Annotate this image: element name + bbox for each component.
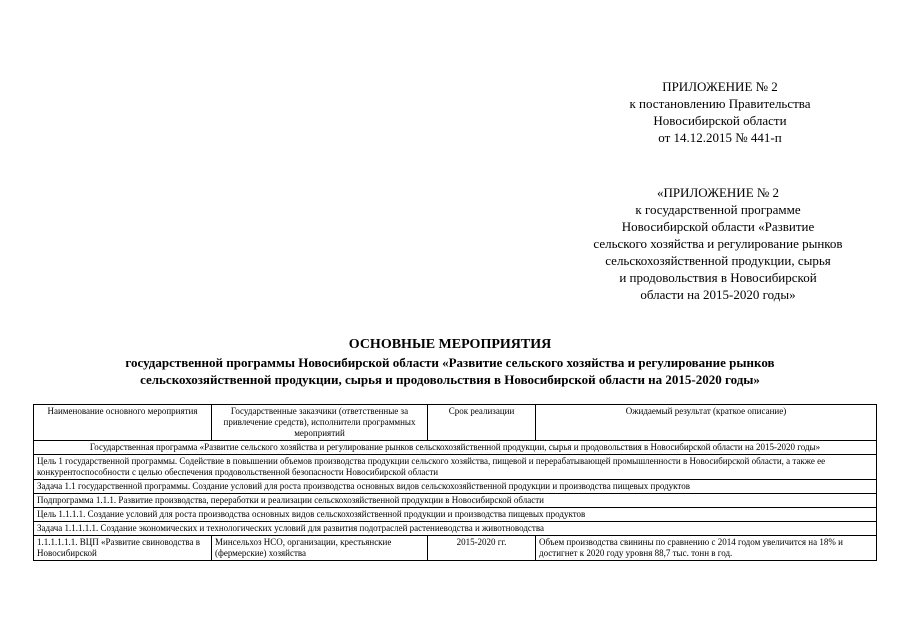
- appendix-line: ПРИЛОЖЕНИЕ № 2: [662, 79, 778, 94]
- appendix-line: Новосибирской области «Развитие: [621, 219, 815, 234]
- appendix-line: сельского хозяйства и регулирование рынков: [593, 236, 843, 251]
- appendix-line: «ПРИЛОЖЕНИЕ № 2: [656, 185, 780, 200]
- table-section-cell: Подпрограмма 1.1.1. Развитие производства, переработки и реализации сельскохозяйственной продукции в Новосибирской области: [34, 494, 877, 508]
- table-row: [34, 536, 877, 561]
- title-subtitle-line: сельскохозяйственной продукции, сырья и продовольствия в Новосибирской области на 2015-2020 годы»: [140, 372, 760, 387]
- appendix-line: к постановлению Правительства: [629, 96, 811, 111]
- appendix-line: и продовольствия в Новосибирской: [619, 270, 817, 285]
- table-row: [34, 522, 877, 536]
- table-cell: 1.1.1.1.1.1. ВЦП «Развитие свиноводства в Новосибирской: [34, 536, 212, 561]
- table-row: [34, 508, 877, 522]
- appendix-line: сельскохозяйственной продукции, сырья: [605, 253, 831, 268]
- table-cell: Минсельхоз НСО, организации, крестьянские (фермерские) хозяйства: [212, 536, 428, 561]
- table-row: [34, 480, 877, 494]
- table-section-cell: Государственная программа «Развитие сельского хозяйства и регулирование рынков сельскохозяйственной продукции, сырья и продовольствия в Новосибирской области на 2015-2020 годы»: [34, 441, 877, 455]
- appendix-line: Новосибирской области: [653, 113, 787, 128]
- table-section-cell: Цель 1 государственной программы. Содействие в повышении объемов производства продукции сельского хозяйства, пищевой и перерабатывающей промышленности в Новосибирской области, а также ее конкурентоспособности с целью обеспечения продовольственной безопасности Новосибирской области: [34, 455, 877, 480]
- table-row: [34, 441, 877, 455]
- table-section-cell: Задача 1.1.1.1.1. Создание экономических и технологических условий для развития подотраслей растениеводства и животноводства: [34, 522, 877, 536]
- table-row: [34, 455, 877, 480]
- table-row: [34, 494, 877, 508]
- table-section-cell: Цель 1.1.1.1. Создание условий для роста производства основных видов сельскохозяйственной продукции и производства пищевых продуктов: [34, 508, 877, 522]
- table-header-row: [34, 405, 877, 441]
- appendix-line: к государственной программе: [635, 202, 801, 217]
- appendix-line: области на 2015-2020 годы»: [640, 287, 796, 302]
- table-header-cell: Наименование основного мероприятия: [34, 405, 212, 441]
- title-main: ОСНОВНЫЕ МЕРОПРИЯТИЯ: [348, 337, 552, 352]
- measures-table: [33, 404, 877, 561]
- table-cell: 2015-2020 гг.: [428, 536, 536, 561]
- table-header-cell: Ожидаемый результат (краткое описание): [536, 405, 877, 441]
- title-subtitle-line: государственной программы Новосибирской области «Развитие сельского хозяйства и регулирование рынков: [125, 355, 775, 370]
- table-cell: Объем производства свинины по сравнению с 2014 годом увеличится на 18% и достигнет к 2020 году уровня 88,7 тыс. тонн в год.: [536, 536, 877, 561]
- program-appendix-reference: [568, 184, 868, 303]
- appendix-reference: [600, 78, 840, 146]
- document-title: [40, 336, 860, 388]
- table-header-cell: Государственные заказчики (ответственные за привлечение средств), исполнители программных мероприятий: [212, 405, 428, 441]
- appendix-line: от 14.12.2015 № 441-п: [658, 130, 782, 145]
- table-header-cell: Срок реализации: [428, 405, 536, 441]
- table-section-cell: Задача 1.1 государственной программы. Создание условий для роста производства основных видов сельскохозяйственной продукции и производства пищевых продуктов: [34, 480, 877, 494]
